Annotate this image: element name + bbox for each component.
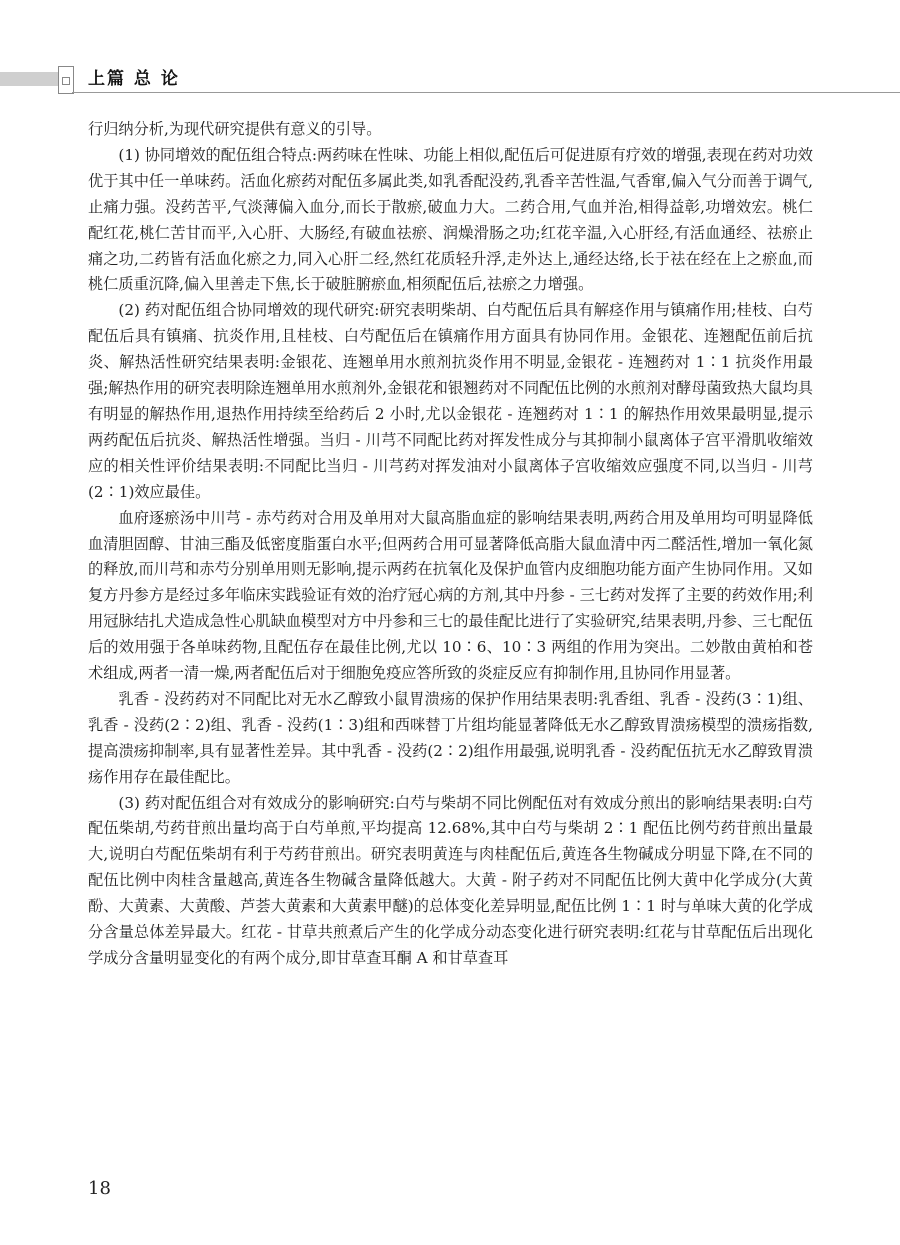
paragraph-ruxiang-moyao: 乳香 - 没药药对不同配比对无水乙醇致小鼠胃溃疡的保护作用结果表明:乳香组、乳香 - 没药(3∶1)组、乳香 - 没药(2∶2)组、乳香 - 没药(1∶3)组和西咪替丁片组均能显著降低无水乙醇致胃溃疡模型的溃疡指数,提高溃疡抑制率,具有显著性差异。其中乳香 - 没药(2∶2)组作用最强,说明乳香 - 没药配伍抗无水乙醇致胃溃疡作用存在最佳配比。 xyxy=(88,689,813,786)
running-header xyxy=(0,60,900,96)
body-text xyxy=(88,117,813,972)
paragraph-active-components: (3) 药对配伍组合对有效成分的影响研究:白芍与柴胡不同比例配伍对有效成分煎出的影响结果表明:白芍配伍柴胡,芍药苷煎出量均高于白芍单煎,平均提高 12.68%,其中白芍与柴胡 2∶1 配伍比例芍药苷煎出量最大,说明白芍配伍柴胡有利于芍药苷煎出。研究表明黄连与肉桂配伍后,黄连各生物碱成分明显下降,在不同的配伍比例中肉桂含量越高,黄连各生物碱含量降低越大。大黄 - 附子药对不同配伍比例大黄中化学成分(大黄酚、大黄素、大黄酸、芦荟大黄素和大黄素甲醚)的总体变化差异明显,配伍比例 1∶1 时与单味大黄的化学成分含量总体差异最大。红花 - 甘草共煎煮后产生的化学成分动态变化进行研究表明:红花与甘草配伍后出现化学成分含量明显变化的有两个成分,即甘草查耳酮 A 和甘草查耳 xyxy=(88,793,813,967)
paragraph-modern-research: (2) 药对配伍组合协同增效的现代研究:研究表明柴胡、白芍配伍后具有解痉作用与镇痛作用;桂枝、白芍配伍后具有镇痛、抗炎作用,且桂枝、白芍配伍后在镇痛作用方面具有协同作用。金银花、连翘配伍前后抗炎、解热活性研究结果表明:金银花、连翘单用水煎剂抗炎作用不明显,金银花 - 连翘药对 1∶1 抗炎作用最强;解热作用的研究表明除连翘单用水煎剂外,金银花和银翘药对不同配伍比例的水煎剂对酵母菌致热大鼠均具有明显的解热作用,退热作用持续至给药后 2 小时,尤以金银花 - 连翘药对 1∶1 的解热作用效果最明显,提示两药配伍后抗炎、解热活性增强。当归 - 川芎不同配比药对挥发性成分与其抑制小鼠离体子宫平滑肌收缩效应的相关性评价结果表明:不同配比当归 - 川芎药对挥发油对小鼠离体子宫收缩效应强度不同,以当归 - 川芎(2∶1)效应最佳。 xyxy=(88,301,813,501)
header-gray-bar xyxy=(0,72,60,86)
page-number: 18 xyxy=(88,1178,111,1199)
header-title: 上篇 总 论 xyxy=(88,69,180,89)
paragraph-xuefu-zhuyu: 血府逐瘀汤中川芎 - 赤芍药对合用及单用对大鼠高脂血症的影响结果表明,两药合用及单用均可明显降低血清胆固醇、甘油三酯及低密度脂蛋白水平;但两药合用可显著降低高脂大鼠血清中丙二醛活性,增加一氧化氮的释放,而川芎和赤芍分别单用则无影响,提示两药在抗氧化及保护血管内皮细胞功能方面产生协同作用。又如复方丹参方是经过多年临床实践验证有效的治疗冠心病的方剂,其中丹参 - 三七药对发挥了主要的药效作用;利用冠脉结扎犬造成急性心肌缺血模型对方中丹参和三七的最佳配比进行了实验研究,结果表明,丹参、三七配伍后的效用强于各单味药物,且配伍存在最佳比例,尤以 10∶6、10∶3 两组的作用为突出。二妙散由黄柏和苍术组成,两者一清一燥,两者配伍后对于细胞免疫应答所致的炎症反应有抑制作用,且协同作用显著。 xyxy=(88,508,813,683)
header-rule xyxy=(72,92,900,93)
paragraph-synergy-features: (1) 协同增效的配伍组合特点:两药味在性味、功能上相似,配伍后可促进原有疗效的增强,表现在药对功效优于其中任一单味药。活血化瘀药对配伍多属此类,如乳香配没药,乳香辛苦性温,气香窜,偏入气分而善于调气,止痛力强。没药苦平,气淡薄偏入血分,而长于散瘀,破血力大。二药合用,气血并治,相得益彰,功增效宏。桃仁配红花,桃仁苦甘而平,入心肝、大肠经,有破血祛瘀、润燥滑肠之功;红花辛温,入心肝经,有活血通经、祛瘀止痛之功,二药皆有活血化瘀之力,同入心肝二经,然红花质轻升浮,走外达上,通经达络,长于祛在经在上之瘀血,而桃仁质重沉降,偏入里善走下焦,长于破脏腑瘀血,相须配伍后,祛瘀之力增强。 xyxy=(88,145,813,294)
paragraph-continuation: 行归纳分析,为现代研究提供有意义的引导。 xyxy=(88,120,382,138)
header-ornament-icon xyxy=(58,66,74,94)
